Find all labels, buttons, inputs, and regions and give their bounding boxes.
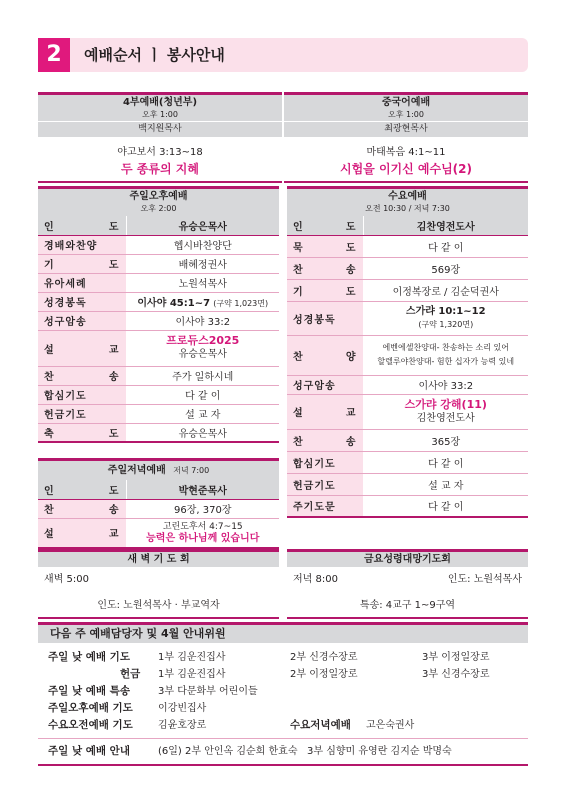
row-label: 인 도 xyxy=(38,216,126,235)
friday-prayer-time: 저녁 8:00 xyxy=(293,574,338,585)
row-value: 설 교 자 xyxy=(126,404,279,423)
row-label: 합심기도 xyxy=(38,385,126,404)
row-value xyxy=(363,301,528,335)
row-value: 주가 일하시네 xyxy=(126,366,279,385)
table-row xyxy=(38,499,279,518)
row-value: 이사야 33:2 xyxy=(126,311,279,330)
assignment-label: 수요저녁예배 xyxy=(290,719,351,731)
friday-prayer-leader: 인도: 노원석목사 xyxy=(447,574,522,585)
assignment-label: 헌금 xyxy=(120,668,141,680)
dawn-prayer-time: 새벽 5:00 xyxy=(44,574,89,585)
table-row xyxy=(287,429,528,451)
scripture-page: (구약 1,023면) xyxy=(213,299,269,308)
row-value: 다 같 이 xyxy=(126,385,279,404)
row-value: 유승은목사 xyxy=(126,216,279,235)
table-row xyxy=(38,518,279,548)
row-label: 유아세례 xyxy=(38,273,126,292)
friday-prayer xyxy=(287,549,528,619)
chinese-scripture: 마태복음 4:1~11 xyxy=(366,147,446,158)
table-row xyxy=(38,404,279,423)
table-row xyxy=(38,366,279,385)
assignment-label: 주일오후예배 기도 xyxy=(48,702,133,714)
table-row xyxy=(287,473,528,495)
row-label: 성경봉독 xyxy=(287,301,363,335)
row-value: 365장 xyxy=(363,429,528,451)
row-value: 569장 xyxy=(363,257,528,279)
youth-service-title: 4부예배(청년부) xyxy=(122,97,198,108)
sunday-afternoon-title: 주일오후예배 xyxy=(129,191,188,202)
list-item xyxy=(38,666,528,683)
row-value: 다 같 이 xyxy=(363,495,528,517)
assignment-value: 1부 김운진집사 xyxy=(158,652,226,663)
row-label: 설 교 xyxy=(38,330,126,366)
assignment-value: 3부 이정일장로 xyxy=(422,652,490,663)
wednesday-head xyxy=(287,186,528,216)
youth-scripture: 야고보서 3:13~18 xyxy=(117,147,203,158)
assignment-value: 3부 신경수장로 xyxy=(422,669,490,680)
sermon-title: 프로듀스2025 xyxy=(166,334,240,347)
youth-service-head xyxy=(38,92,282,121)
row-label: 찬 양 xyxy=(287,335,363,375)
assignment-value: 2부 이정일장로 xyxy=(290,669,358,680)
row-value: 96장, 370장 xyxy=(126,499,279,518)
table-row xyxy=(287,451,528,473)
sunday-afternoon-table xyxy=(38,216,279,443)
sunday-evening-table xyxy=(38,480,279,549)
row-label: 헌금기도 xyxy=(287,473,363,495)
chinese-service-title: 중국어예배 xyxy=(381,97,431,108)
sunday-afternoon-head xyxy=(38,186,279,216)
section-header xyxy=(38,38,528,72)
assignment-value: 3부 다문화부 어린이들 xyxy=(158,686,258,697)
row-value: 다 같 이 xyxy=(363,235,528,257)
table-row xyxy=(287,279,528,301)
sermon-title: 스가랴 강해(11) xyxy=(404,397,487,411)
sermon-preacher: 유승은목사 xyxy=(178,349,227,360)
weekly-assignments xyxy=(38,622,528,766)
assignment-label: 주일 낮 예배 기도 xyxy=(48,651,130,663)
scripture-ref: 스가랴 10:1~12 xyxy=(405,306,486,317)
row-value xyxy=(126,330,279,366)
wednesday-time: 오전 10:30 / 저녁 7:30 xyxy=(365,204,450,213)
weekly-title: 다음 주 예배담당자 및 4월 안내위원 xyxy=(38,622,528,643)
row-value: 배혜정권사 xyxy=(126,254,279,273)
friday-prayer-title: 금요성령대망기도회 xyxy=(287,549,528,567)
row-value: 박현준목사 xyxy=(126,480,279,499)
row-value: 설 교 자 xyxy=(363,473,528,495)
row-value xyxy=(126,518,279,548)
assignment-value: 2부 신경수장로 xyxy=(290,652,358,663)
row-label: 성경봉독 xyxy=(38,292,126,311)
list-item xyxy=(38,717,528,734)
row-value xyxy=(126,292,279,311)
row-label: 주기도문 xyxy=(287,495,363,517)
dawn-prayer-title: 새 벽 기 도 회 xyxy=(38,549,279,567)
table-row xyxy=(38,216,279,235)
table-row xyxy=(38,235,279,254)
sermon-scripture: 고린도후서 4:7~15 xyxy=(162,521,243,532)
sermon-title: 능력은 하나님께 있습니다 xyxy=(146,532,260,544)
assignment-label: 주일 낮 예배 안내 xyxy=(48,745,130,757)
friday-special-song: 특송: 4교구 1~9구역 xyxy=(287,597,528,619)
chinese-service xyxy=(284,92,528,183)
row-label: 찬 송 xyxy=(287,429,363,451)
chinese-service-time: 오후 1:00 xyxy=(388,110,424,119)
sunday-afternoon-service xyxy=(38,186,279,443)
wednesday-title: 수요예배 xyxy=(388,191,427,202)
sunday-evening-head xyxy=(38,458,279,480)
table-row xyxy=(38,311,279,330)
row-label: 설 교 xyxy=(38,518,126,548)
row-label: 경배와찬양 xyxy=(38,235,126,254)
scripture-page: (구약 1,320면) xyxy=(418,320,474,329)
row-value: 다 같 이 xyxy=(363,451,528,473)
sunday-evening-service xyxy=(38,458,279,549)
table-row xyxy=(287,335,528,375)
chinese-sermon-title: 시험을 이기신 예수님(2) xyxy=(339,162,472,176)
table-row xyxy=(38,480,279,499)
table-row xyxy=(38,330,279,366)
youth-service-leader: 백지원목사 xyxy=(38,121,282,137)
assignment-value: (6일) 2부 안인옥 김순희 한효숙 3부 심향미 유영란 김지순 박명숙 xyxy=(158,746,452,757)
row-label: 인 도 xyxy=(287,216,363,235)
row-label: 인 도 xyxy=(38,480,126,499)
assignment-value: 이강빈집사 xyxy=(158,703,207,714)
row-label: 기 도 xyxy=(287,279,363,301)
youth-service-time: 오후 1:00 xyxy=(142,110,178,119)
list-item xyxy=(38,743,528,760)
assignment-value: 1부 김운진집사 xyxy=(158,669,226,680)
youth-sermon-title: 두 종류의 지혜 xyxy=(121,162,199,176)
sunday-afternoon-time: 오후 2:00 xyxy=(140,204,177,213)
table-row xyxy=(38,423,279,442)
assignment-label: 수요오전예배 기도 xyxy=(48,719,133,731)
row-value: 김찬영전도사 xyxy=(363,216,528,235)
sunday-evening-title: 주일저녁예배 xyxy=(107,465,166,476)
wednesday-service xyxy=(287,186,528,518)
table-row xyxy=(38,385,279,404)
row-value: 노원석목사 xyxy=(126,273,279,292)
row-value: 유승은목사 xyxy=(126,423,279,442)
choir-1: 에벤에셀찬양대- 찬송하는 소리 있어 xyxy=(382,343,509,352)
row-value xyxy=(363,394,528,429)
table-row xyxy=(287,495,528,517)
row-label: 설 교 xyxy=(287,394,363,429)
sermon-preacher: 김찬영전도사 xyxy=(416,412,475,424)
section-title: 예배순서 ㅣ 봉사안내 xyxy=(84,46,225,64)
row-label: 축 도 xyxy=(38,423,126,442)
scripture-ref: 이사야 45:1~7 xyxy=(137,298,211,309)
chinese-service-head xyxy=(284,92,528,121)
table-row xyxy=(38,254,279,273)
choir-2: 할렐루야찬양대- 험한 십자가 능력 있네 xyxy=(377,357,515,366)
sunday-evening-time: 저녁 7:00 xyxy=(173,466,210,475)
list-item xyxy=(38,649,528,666)
row-label: 성구암송 xyxy=(38,311,126,330)
row-value: 이정복장로 / 김순덕권사 xyxy=(363,279,528,301)
row-label: 찬 송 xyxy=(38,366,126,385)
wednesday-table xyxy=(287,216,528,518)
row-value xyxy=(363,335,528,375)
table-row xyxy=(287,394,528,429)
row-label: 묵 도 xyxy=(287,235,363,257)
row-label: 기 도 xyxy=(38,254,126,273)
row-label: 합심기도 xyxy=(287,451,363,473)
table-row xyxy=(287,235,528,257)
section-number: 2 xyxy=(38,38,70,72)
row-label: 찬 송 xyxy=(287,257,363,279)
row-value: 헵시바찬양단 xyxy=(126,235,279,254)
row-label: 성구암송 xyxy=(287,375,363,394)
assignment-value: 김윤호장로 xyxy=(158,720,207,731)
list-item xyxy=(38,683,528,700)
table-row xyxy=(287,257,528,279)
table-row xyxy=(287,216,528,235)
table-row xyxy=(38,292,279,311)
chinese-service-leader: 최광현목사 xyxy=(284,121,528,137)
row-label: 헌금기도 xyxy=(38,404,126,423)
row-value: 이사야 33:2 xyxy=(363,375,528,394)
row-label: 찬 송 xyxy=(38,499,126,518)
dawn-prayer-leaders: 인도: 노원석목사 · 부교역자 xyxy=(38,597,279,619)
youth-service xyxy=(38,92,282,183)
assignment-value: 고은숙권사 xyxy=(366,720,415,731)
dawn-prayer xyxy=(38,549,279,619)
table-row xyxy=(287,375,528,394)
table-row xyxy=(38,273,279,292)
list-item xyxy=(38,700,528,717)
table-row xyxy=(287,301,528,335)
assignment-label: 주일 낮 예배 특송 xyxy=(48,685,130,697)
